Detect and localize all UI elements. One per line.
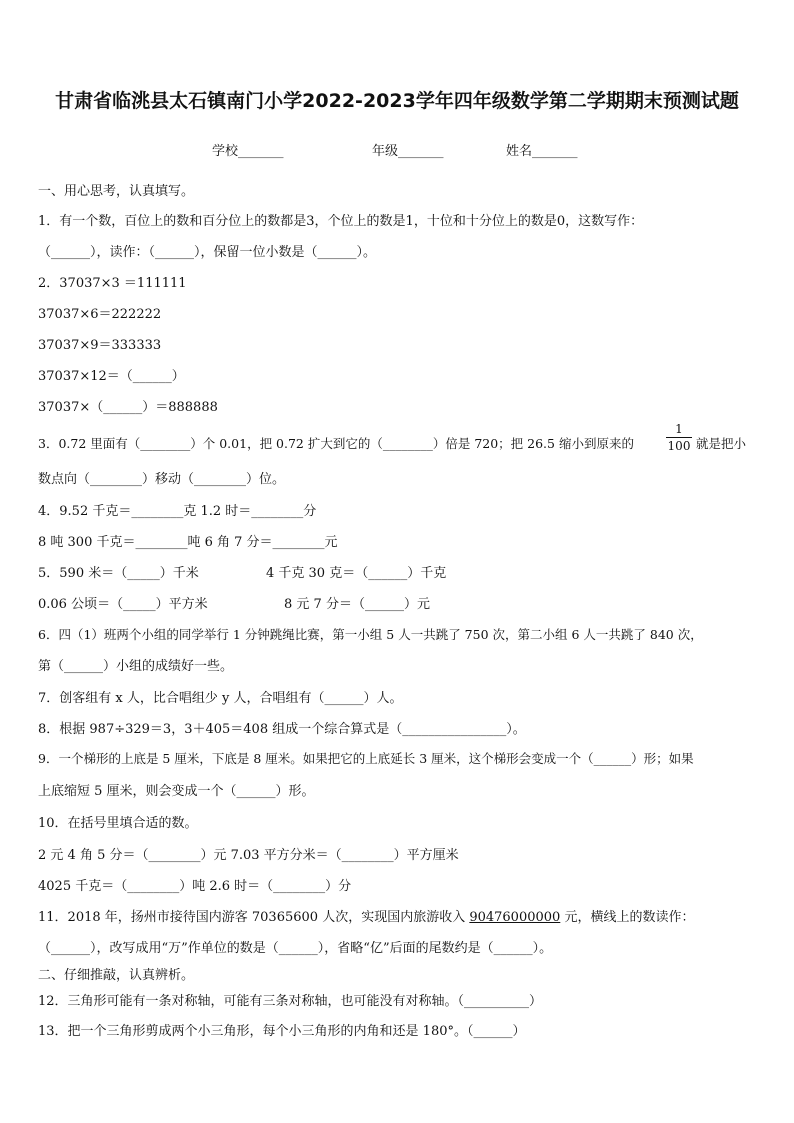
question-11-prefix: 11．2018 年，扬州市接待国内游客 70365600 人次，实现国内旅游收入 [38, 910, 470, 925]
question-2-line-3: 37037×9＝333333 [38, 338, 162, 353]
question-5-line-2: 0.06 公顷＝（_____）平方米 [38, 597, 208, 612]
question-6-line-1: 6．四（1）班两个小组的同学举行 1 分钟跳绳比赛，第一小组 5 人一共跳了 750 次，第二小组 6 人一共跳了 840 次， [38, 627, 703, 642]
question-3-line-1-tail: 就是把小 [696, 436, 747, 451]
page-title: 甘肃省临洮县太石镇南门小学2022-2023学年四年级数学第二学期期末预测试题 [55, 90, 739, 112]
question-3-line-1: 3．0.72 里面有（________）个 0.01，把 0.72 扩大到它的（________）倍是 720；把 26.5 缩小到原来的 [38, 436, 634, 451]
section-heading-2: 二、仔细推敲，认真辨析。 [38, 968, 195, 983]
question-2-line-5: 37037×（______）＝888888 [38, 400, 218, 415]
fraction-numerator: 1 [666, 421, 692, 438]
question-7: 7．创客组有 x 人，比合唱组少 y 人，合唱组有（______）人。 [38, 691, 403, 706]
question-2-line-2: 37037×6＝222222 [38, 307, 162, 322]
section-heading-1: 一、用心思考，认真填写。 [38, 184, 195, 199]
question-9-line-2: 上底缩短 5 厘米，则会变成一个（______）形。 [38, 784, 315, 799]
question-4-line-2: 8 吨 300 千克＝________吨 6 角 7 分＝________元 [38, 535, 338, 550]
underlined-number: 90476000000 [469, 910, 561, 925]
question-2-line-1: 2．37037×3 ＝111111 [38, 276, 187, 291]
name-field: 姓名_______ [506, 144, 578, 159]
question-4-line-1: 4．9.52 千克＝________克 1.2 时＝________分 [38, 504, 317, 519]
grade-field: 年级_______ [372, 144, 444, 159]
question-3-line-2: 数点向（________）移动（________）位。 [38, 472, 286, 487]
question-12: 12．三角形可能有一条对称轴，可能有三条对称轴，也可能没有对称轴。（__________） [38, 994, 543, 1009]
school-field: 学校_______ [212, 144, 284, 159]
question-10-line-2: 4025 千克＝（________）吨 2.6 时＝（________）分 [38, 879, 352, 894]
question-13: 13．把一个三角形剪成两个小三角形，每个小三角形的内角和还是 180°。（______） [38, 1024, 526, 1039]
question-5-line-1-right: 4 千克 30 克＝（______）千克 [266, 566, 447, 581]
question-9-line-1: 9．一个梯形的上底是 5 厘米，下底是 8 厘米。如果把它的上底延长 3 厘米，这个梯形会变成一个（______）形；如果 [38, 751, 694, 766]
fraction-one-hundredth [666, 421, 692, 454]
question-6-line-2: 第（______）小组的成绩好一些。 [38, 659, 234, 674]
fraction-denominator: 100 [667, 439, 691, 453]
question-5-line-1: 5．590 米＝（_____）千米 [38, 566, 199, 581]
question-11-line-1 [38, 906, 694, 925]
question-10-line-1: 2 元 4 角 5 分＝（________）元 7.03 平方分米＝（________）平方厘米 [38, 848, 459, 863]
question-11-line-2: （______），改写成用“万”作单位的数是（______），省略“亿”后面的尾数约是（______）。 [38, 941, 553, 956]
question-11-suffix: 元，横线上的数读作： [560, 910, 695, 925]
question-10-heading: 10．在括号里填合适的数。 [38, 816, 198, 831]
question-5-line-2-right: 8 元 7 分＝（______）元 [284, 597, 430, 612]
question-2-line-4: 37037×12＝（______） [38, 369, 185, 384]
question-1-line-1: 1．有一个数，百位上的数和百分位上的数都是3，个位上的数是1，十位和十分位上的数是0，这数写作： [38, 214, 644, 229]
question-1-line-2: （______），读作：（______），保留一位小数是（______）。 [38, 245, 377, 260]
question-8: 8．根据 987÷329＝3，3＋405＝408 组成一个综合算式是（________________）。 [38, 722, 526, 737]
